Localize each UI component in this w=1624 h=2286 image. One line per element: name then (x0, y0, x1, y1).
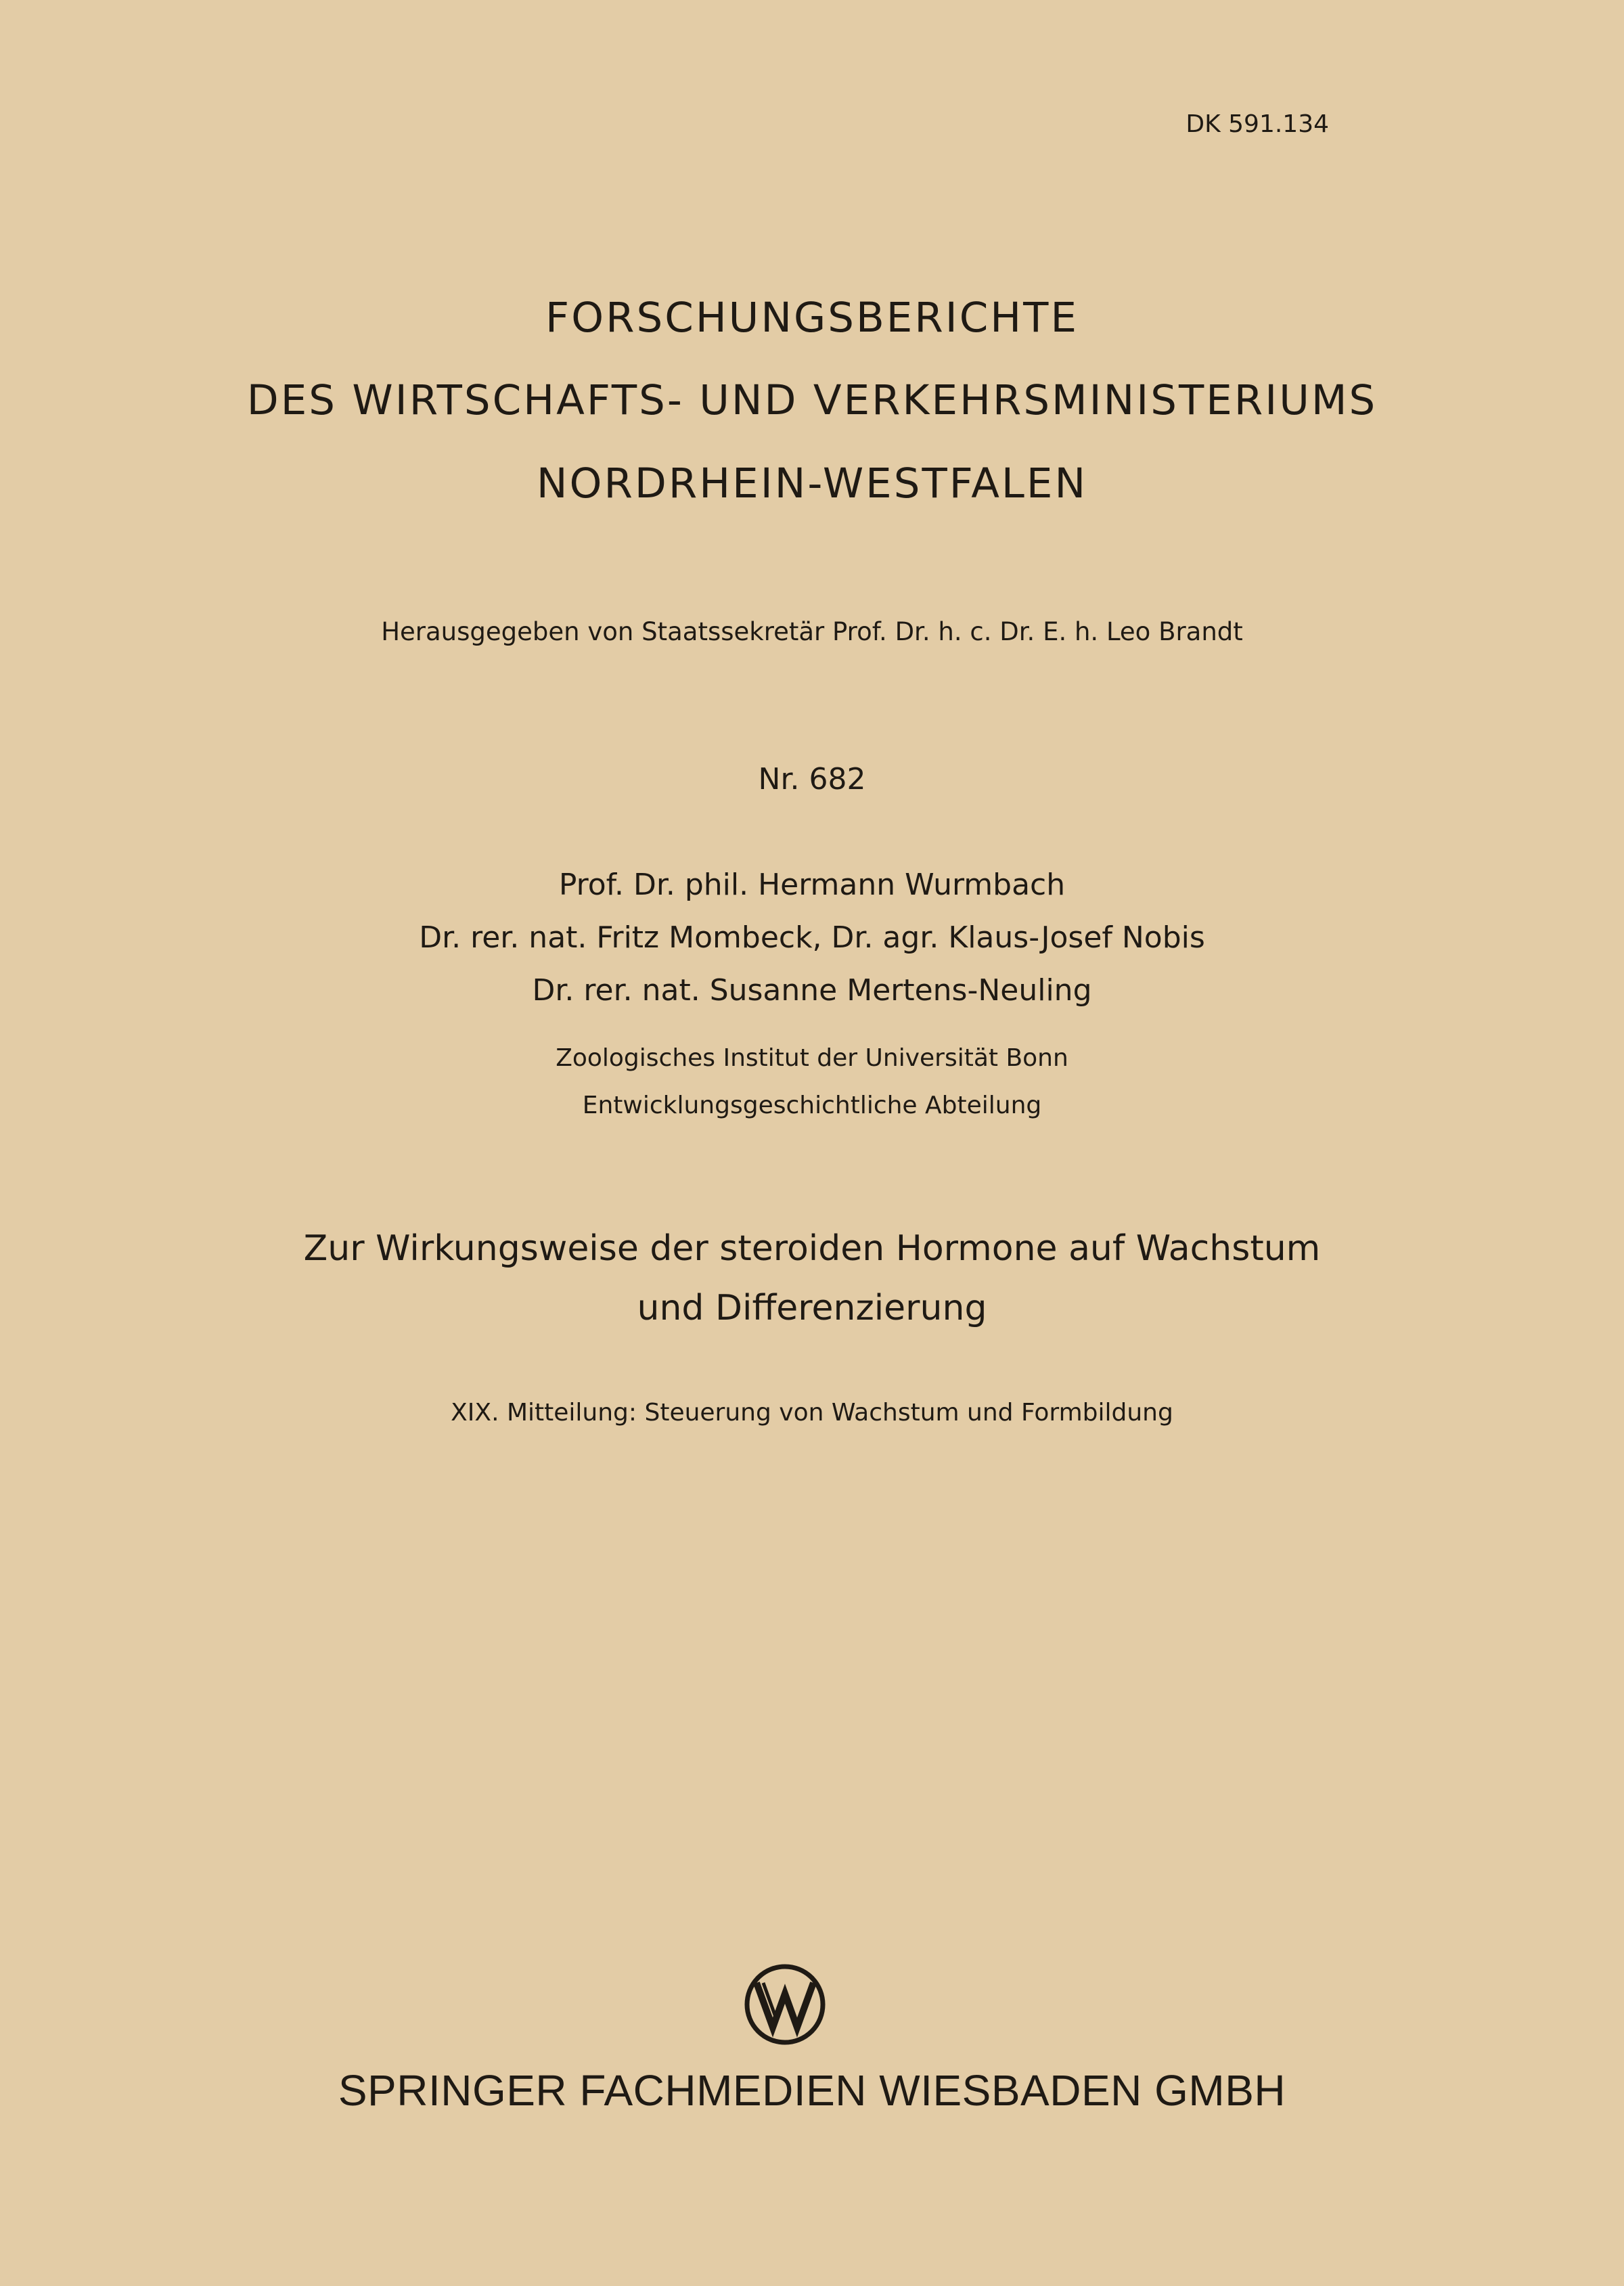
book-title-line-2: und Differenzierung (637, 1288, 987, 1328)
publisher-name: SPRINGER FACHMEDIEN WIESBADEN GMBH (338, 2066, 1286, 2115)
classification-code: DK 591.134 (1186, 110, 1329, 138)
volume-number: Nr. 682 (758, 762, 866, 797)
institution-line-2: Entwicklungsgeschichtliche Abteilung (582, 1092, 1042, 1119)
springer-w-logo-icon (743, 1963, 827, 2046)
institution-line-1: Zoologisches Institut der Universität Bonn (556, 1044, 1068, 1072)
series-title-line-2: DES WIRTSCHAFTS- UND VERKEHRSMINISTERIUMS (246, 376, 1378, 424)
editor-line: Herausgegeben von Staatssekretär Prof. Dr. h. c. Dr. E. h. Leo Brandt (381, 617, 1243, 646)
book-title-line-1: Zur Wirkungsweise der steroiden Hormone auf Wachstum (303, 1228, 1321, 1269)
author-line-2: Dr. rer. nat. Fritz Mombeck, Dr. agr. Klaus-Josef Nobis (419, 920, 1205, 955)
series-title-line-3: NORDRHEIN-WESTFALEN (536, 460, 1088, 508)
series-title-line-1: FORSCHUNGSBERICHTE (545, 294, 1079, 342)
book-subtitle: XIX. Mitteilung: Steuerung von Wachstum und Formbildung (451, 1399, 1173, 1427)
author-line-1: Prof. Dr. phil. Hermann Wurmbach (558, 868, 1066, 902)
author-line-3: Dr. rer. nat. Susanne Mertens-Neuling (532, 973, 1092, 1008)
